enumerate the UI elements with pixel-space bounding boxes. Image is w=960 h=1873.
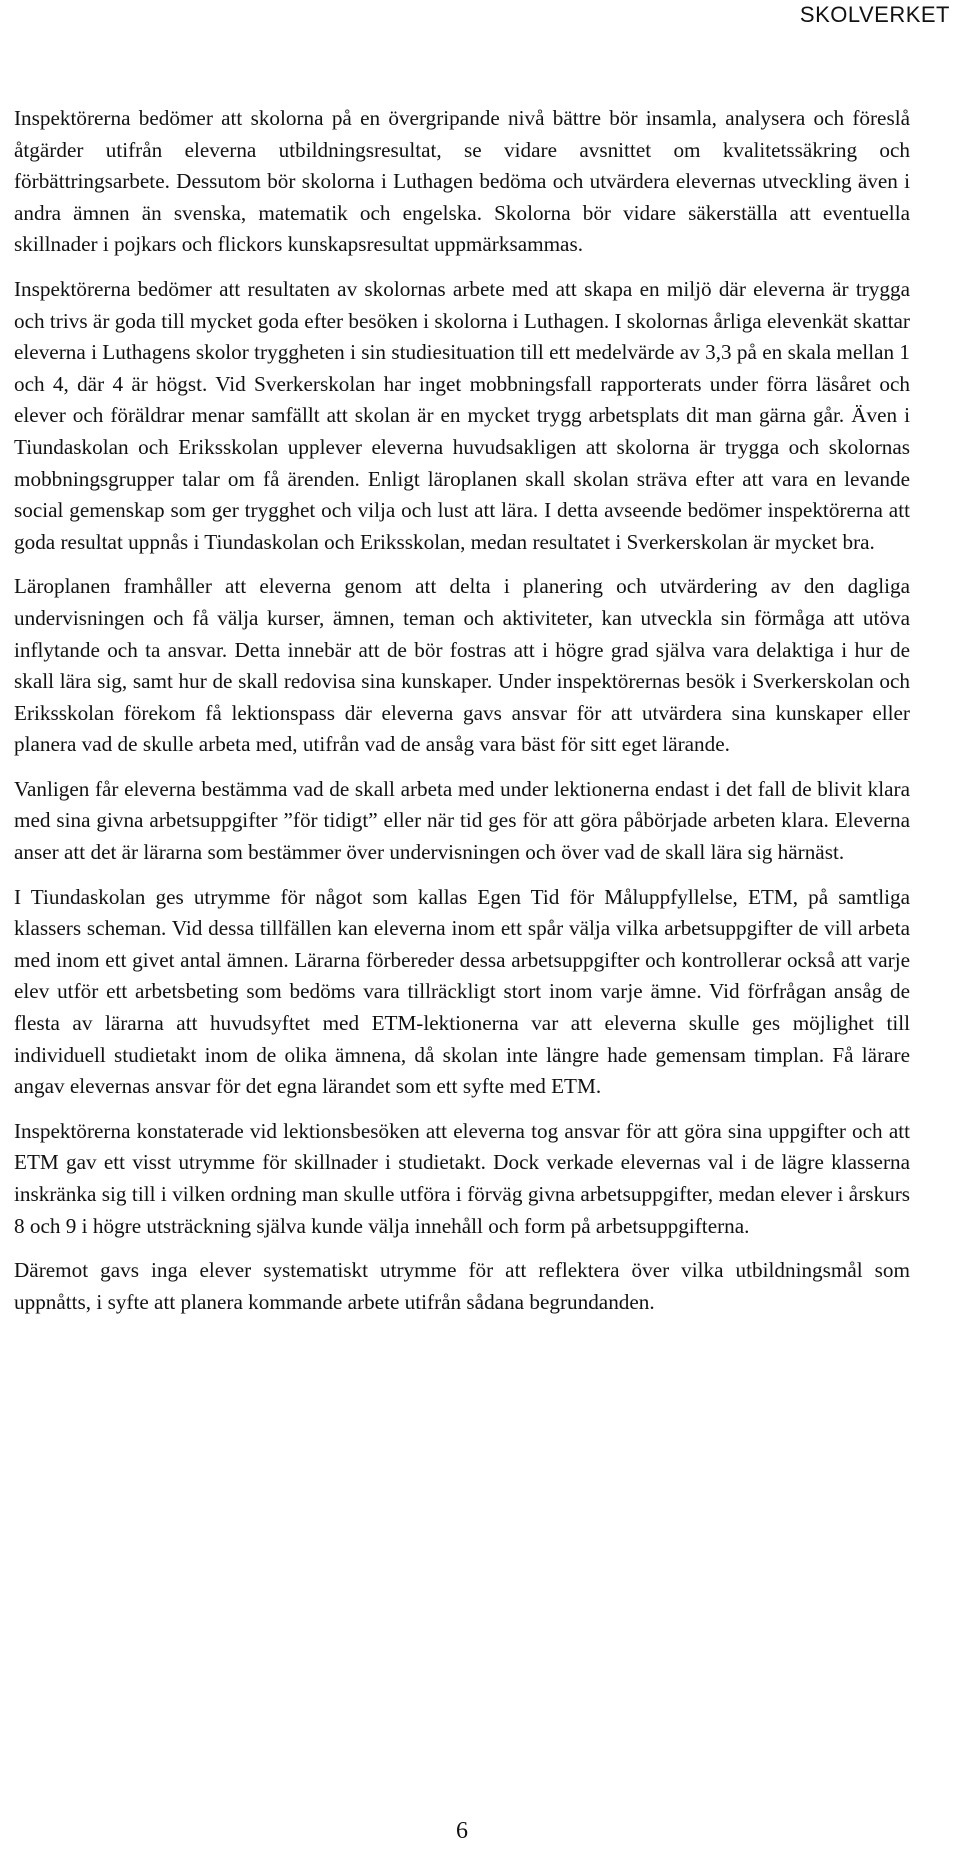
paragraph-results-analysis: Inspektörerna bedömer att skolorna på en övergripande nivå bättre bör insamla, analysera och föreslå åtgärder utifrån eleverna utbildningsresultat, se vidare avsnittet om kvalitetssäkring och förbättringsarbete. Dessutom bör skolorna i Luthagen bedöma och utvärdera elevernas utveckling även i andra ämnen än svenska, matematik och engelska. Skolorna bör vidare säkerställa att eventuella skillnader i pojkars och flickors kunskapsresultat uppmärksammas. (14, 106, 910, 257)
paragraph-student-influence: Läroplanen framhåller att eleverna genom att delta i planering och utvärdering av den dagliga undervisningen och få välja kurser, ämnen, teman och aktiviteter, kan utveckla sin förmåga att utöva inflytande och ta ansvar. Detta innebär att de bör fostras att i högre grad själva vara delaktiga i hur de skall lära sig, samt hur de skall redovisa sina kunskaper. Under inspektörernas besök i Sverkerskolan och Eriksskolan förekom få lektionspass där eleverna gavs ansvar för att utvärdera sina kunskaper eller planera vad de skulle arbeta med, utifrån vad de ansåg vara bäst för sitt eget lärande. (14, 574, 910, 757)
paragraph-etm-observations: Inspektörerna konstaterade vid lektionsbesöken att eleverna tog ansvar för att göra sina uppgifter och att ETM gav ett visst utrymme för skillnader i studietakt. Dock verkade elevernas val i de lägre klasserna inskränka sig till i vilken ordning man skulle utföra i förväg givna arbetsuppgifter, medan elever i årskurs 8 och 9 i högre utsträckning själva kunde välja innehåll och form på arbetsuppgifterna. (14, 1118, 910, 1238)
paragraph-safety-environment: Inspektörerna bedömer att resultaten av skolornas arbete med att skapa en miljö där eleverna är trygga och trivs är goda till mycket goda efter besöken i skolorna i Luthagen. I skolornas årliga elevenkät skattar eleverna i Luthagens skolor tryggheten i sin studiesituation till ett medelvärde av 3,3 på en skala mellan 1 och 4, där 4 är högst. Vid Sverkerskolan har inget mobbningsfall rapporterats under förra läsåret och elever och föräldrar menar samfällt att skolan är en mycket trygg arbetsplats dit man gärna går. Även i Tiundaskolan och Eriksskolan upplever eleverna huvudsakligen att skolorna är trygga och skolornas mobbningsgrupper talar om få ärenden. Enligt läroplanen skall skolan sträva efter att vara en levande social gemenskap som ger trygghet och vilja och lust att lära. I detta avseende bedömer inspektörerna att goda resultat uppnås i Tiundaskolan och Eriksskolan, medan resultatet i Sverkerskolan är mycket bra. (14, 276, 910, 554)
paragraph-etm-tiundaskolan: I Tiundaskolan ges utrymme för något som kallas Egen Tid för Måluppfyllelse, ETM, på samtliga klassers scheman. Vid dessa tillfällen kan eleverna inom ett spår välja vilka arbetsuppgifter de vill arbeta med inom ett givet antal ämnen. Lärarna förbereder dessa arbetsuppgifter och kontrollerar också att varje elev utför ett arbetsbeting som bedöms vara tillräckligt stort inom varje ämne. Vid förfrågan ansåg de flesta av lärarna att huvudsyftet med ETM-lektionerna var att eleverna skulle ges möjlighet till individuell studietakt inom de olika ämnena, då skolan inte längre hade gemensam timplan. Få lärare angav elevernas ansvar för det egna lärandet som ett syfte med ETM. (14, 884, 910, 1099)
paragraph-lesson-choice: Vanligen får eleverna bestämma vad de skall arbeta med under lektionerna endast i det fall de blivit klara med sina givna arbetsuppgifter ”för tidigt” eller när tid ges för att göra påbörjade arbeten klara. Eleverna anser att det är lärarna som bestämmer över undervisningen och över vad de skall lära sig härnäst. (14, 776, 910, 865)
page-header-publisher: SKOLVERKET (799, 2, 950, 27)
paragraph-reflection: Däremot gavs inga elever systematiskt utrymme för att reflektera över vilka utbildningsmål som uppnåtts, i syfte att planera kommande arbete utifrån sådana begrundanden. (14, 1258, 910, 1314)
page-number: 6 (456, 1818, 468, 1844)
document-body (14, 103, 910, 1331)
